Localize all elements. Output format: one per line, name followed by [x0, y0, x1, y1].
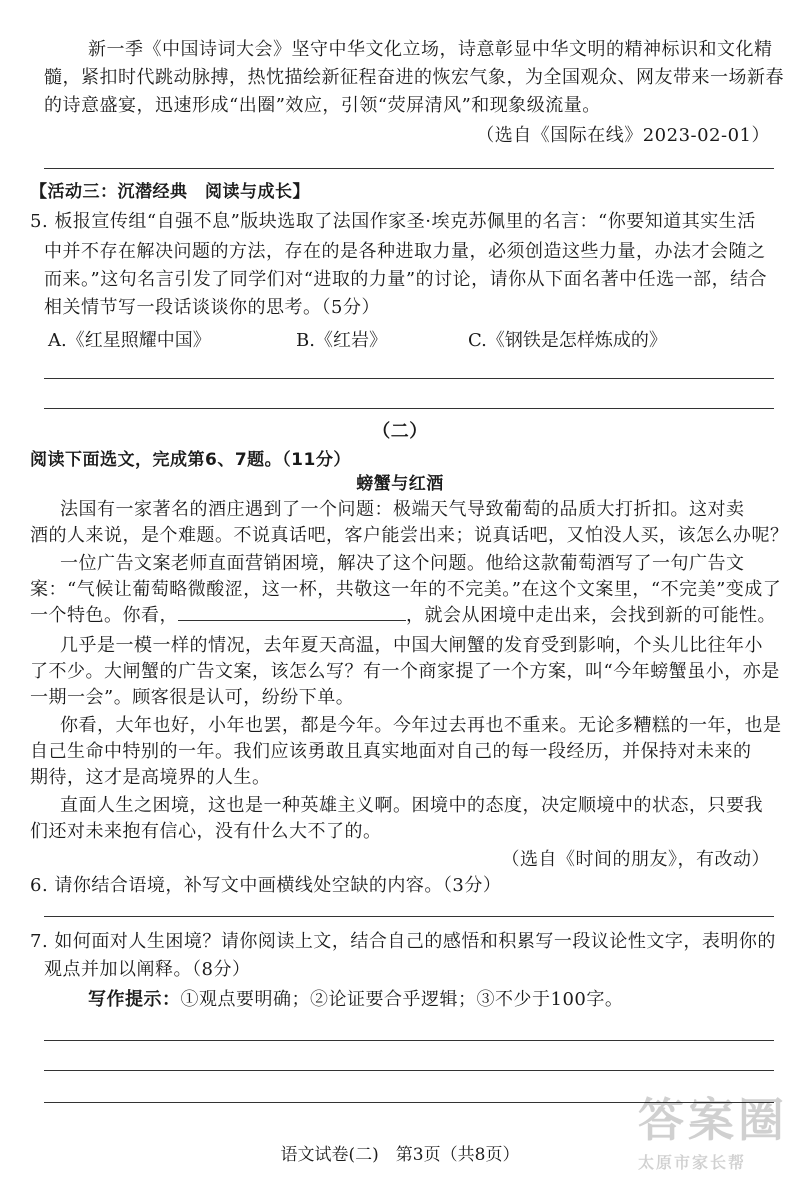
option-a: A.《红星照耀中国》 [48, 330, 211, 351]
paragraph-2-line-2: 案：“气候让葡萄略微酸涩，这一杯，共敬这一年的不完美。”在这个文案里，“不完美”变成了 [30, 579, 782, 600]
answer-line [44, 916, 774, 917]
page-footer: 语文试卷(二) 第3页（共8页） [280, 1145, 520, 1165]
intro-line-1: 新一季《中国诗词大会》坚守中华文化立场，诗意彰显中华文明的精神标识和文化精 [88, 39, 773, 60]
paragraph-4-line-1: 你看，大年也好，小年也罢，都是今年。今年过去再也不重来。无论多糟糕的一年，也是 [60, 715, 782, 736]
paragraph-1-line-1: 法国有一家著名的酒庄遇到了一个问题：极端天气导致葡萄的品质大打折扣。这对卖 [60, 499, 745, 520]
question-6: 6. 请你结合语境，补写文中画横线处空缺的内容。（3分） [30, 875, 502, 896]
paragraph-4-line-2: 自己生命中特别的一年。我们应该勇敢且真实地面对自己的每一段经历，并保持对未来的 [30, 741, 752, 762]
paragraph-2-line-3 [30, 602, 776, 630]
answer-line [44, 1070, 774, 1071]
writing-tip-label: 写作提示： [88, 989, 181, 1010]
option-c: C.《钢铁是怎样炼成的》 [468, 330, 667, 351]
question-7-line-1: 7. 如何面对人生困境？请你阅读上文，结合自己的感悟和积累写一段议论性文字，表明你的 [30, 931, 776, 952]
paragraph-5-line-1: 直面人生之困境，这也是一种英雄主义啊。困境中的态度，决定顺境中的状态，只要我 [60, 795, 763, 816]
question-5-line-1: 5. 板报宣传组“自强不息”版块选取了法国作家圣·埃克苏佩里的名言：“你要知道其实生活 [30, 211, 756, 232]
article-source: （选自《时间的朋友》，有改动） [501, 849, 770, 870]
paragraph-3-line-1: 几乎是一模一样的情况，去年夏天高温，中国大闸蟹的发育受到影响，个头儿比往年小 [60, 635, 763, 656]
question-5-line-2: 中并不存在解决问题的方法，存在的是各种进取力量，必须创造这些力量，办法才会随之 [44, 241, 766, 262]
activity-heading: 【活动三：沉潜经典 阅读与成长】 [30, 182, 310, 202]
question-7-line-2: 观点并加以阐释。（8分） [44, 959, 251, 980]
article-title: 螃蟹与红酒 [356, 474, 444, 494]
intro-line-3: 的诗意盛宴，迅速形成“出圈”效应，引领“荧屏清风”和现象级流量。 [44, 95, 601, 116]
section-number: （二） [372, 421, 428, 442]
writing-tip [88, 986, 623, 1014]
paragraph-2-line-3-after: ，就会从困境中走出来，会找到新的可能性。 [406, 605, 776, 626]
intro-source: （选自《国际在线》2023-02-01） [476, 125, 770, 146]
watermark-logo [638, 1084, 788, 1172]
answer-line [44, 1040, 774, 1041]
paragraph-1-line-2: 酒的人来说，是个难题。不说真话吧，客户能尝出来；说真话吧，又怕没人买，该怎么办呢？ [30, 525, 789, 546]
paragraph-4-line-3: 期待，这才是高境界的人生。 [30, 767, 271, 788]
question-5-line-4: 相关情节写一段话谈谈你的思考。（5分） [44, 297, 380, 318]
paragraph-2-line-1: 一位广告文案老师直面营销困境，解决了这个问题。他给这款葡萄酒写了一句广告文 [60, 553, 745, 574]
answer-line [44, 168, 774, 169]
watermark-small: 太原市家长帮 [638, 1153, 747, 1172]
fill-in-blank [178, 602, 406, 621]
question-5-line-3: 而来。”这句名言引发了同学们对“进取的力量”的讨论，请你从下面名著中任选一部，结合 [44, 269, 768, 290]
writing-tip-text: ①观点要明确；②论证要合乎逻辑；③不少于100字。 [180, 989, 624, 1010]
paragraph-5-line-2: 们还对未来抱有信心，没有什么大不了的。 [30, 821, 382, 842]
paragraph-3-line-3: 一期一会”。顾客很是认可，纷纷下单。 [30, 687, 355, 708]
answer-line [44, 378, 774, 379]
option-b: B.《红岩》 [296, 330, 387, 351]
paragraph-3-line-2: 了不少。大闸蟹的广告文案，该怎么写？有一个商家提了一个方案，叫“今年螃蟹虽小，亦是 [30, 661, 780, 682]
answer-line [44, 408, 774, 409]
paragraph-2-line-3-before: 一个特色。你看， [30, 605, 178, 626]
intro-line-2: 髓，紧扣时代跳动脉搏，热忱描绘新征程奋进的恢宏气象，为全国观众、网友带来一场新春 [44, 67, 784, 88]
watermark-big: 答案圈 [638, 1093, 788, 1147]
section-instruction: 阅读下面选文，完成第6、7题。（11分） [30, 450, 351, 470]
